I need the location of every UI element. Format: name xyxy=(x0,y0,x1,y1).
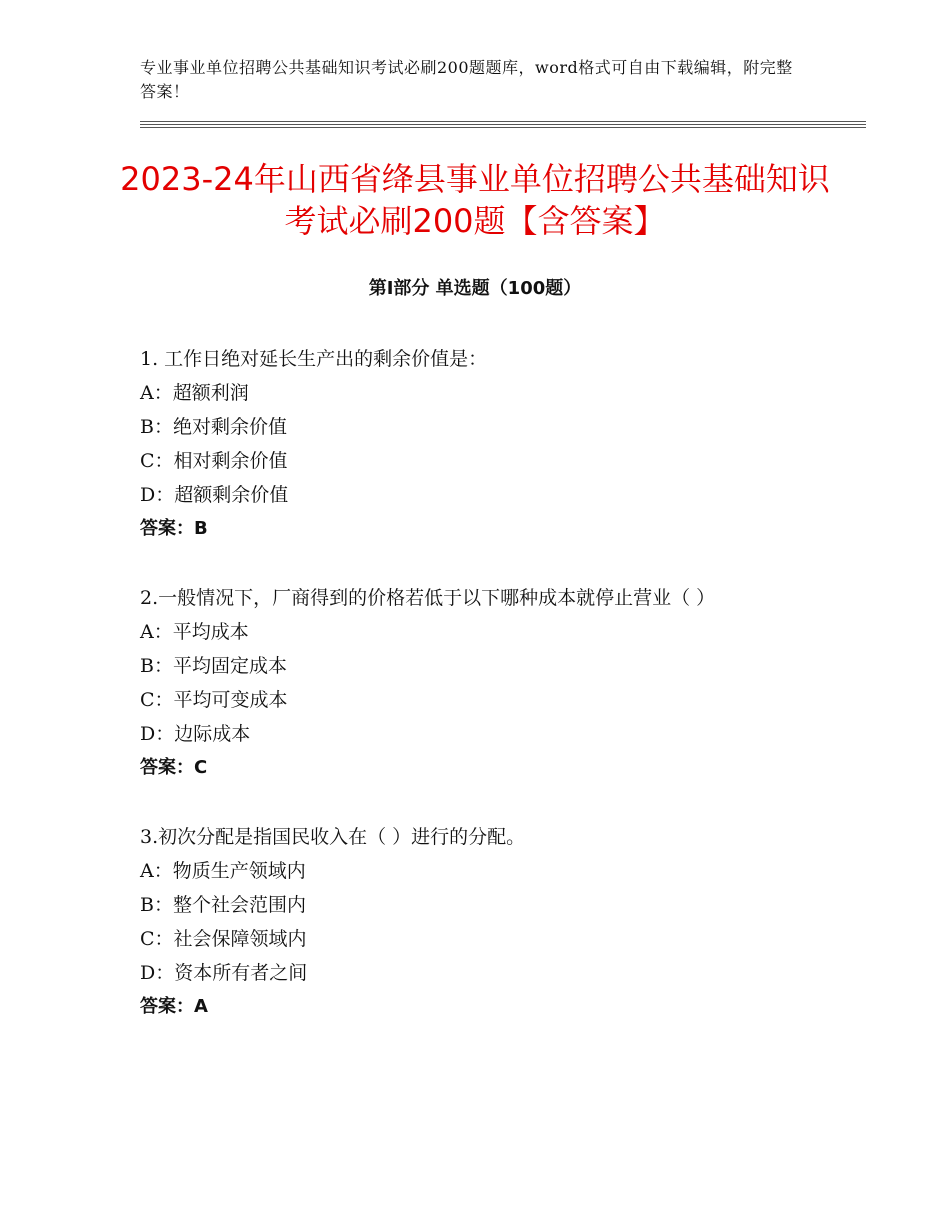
answer-line: 答案：B xyxy=(140,518,208,539)
question-block xyxy=(140,583,840,787)
option-c: C：相对剩余价值 xyxy=(140,450,288,472)
question-stem: 2.一般情况下，厂商得到的价格若低于以下哪种成本就停止营业（ ） xyxy=(140,587,716,609)
option-a: A：平均成本 xyxy=(140,621,249,643)
option-d: D：资本所有者之间 xyxy=(140,962,308,984)
option-b: B：绝对剩余价值 xyxy=(140,416,287,438)
answer-line: 答案：A xyxy=(140,996,208,1017)
question-block xyxy=(140,822,840,1026)
option-c: C：平均可变成本 xyxy=(140,689,288,711)
option-d: D：边际成本 xyxy=(140,723,251,745)
document-title: 2023-24年山西省绛县事业单位招聘公共基础知识考试必刷200题【含答案】 xyxy=(120,160,830,240)
question-block xyxy=(140,344,840,548)
question-stem: 1. 工作日绝对延长生产出的剩余价值是： xyxy=(140,348,488,370)
option-b: B：平均固定成本 xyxy=(140,655,287,677)
section-title: 第Ⅰ部分 单选题（100题） xyxy=(368,278,582,299)
header-note: 专业事业单位招聘公共基础知识考试必刷200题题库，word格式可自由下载编辑，附完整答案！ xyxy=(140,58,793,101)
option-a: A：超额利润 xyxy=(140,382,249,404)
option-a: A：物质生产领域内 xyxy=(140,860,306,882)
answer-line: 答案：C xyxy=(140,757,208,778)
option-d: D：超额剩余价值 xyxy=(140,484,289,506)
header-rule-bottom xyxy=(140,127,866,128)
header-rule-top xyxy=(140,121,866,122)
option-b: B：整个社会范围内 xyxy=(140,894,306,916)
header-rule-middle xyxy=(140,124,866,125)
option-c: C：社会保障领域内 xyxy=(140,928,307,950)
question-stem: 3.初次分配是指国民收入在（ ）进行的分配。 xyxy=(140,826,526,848)
